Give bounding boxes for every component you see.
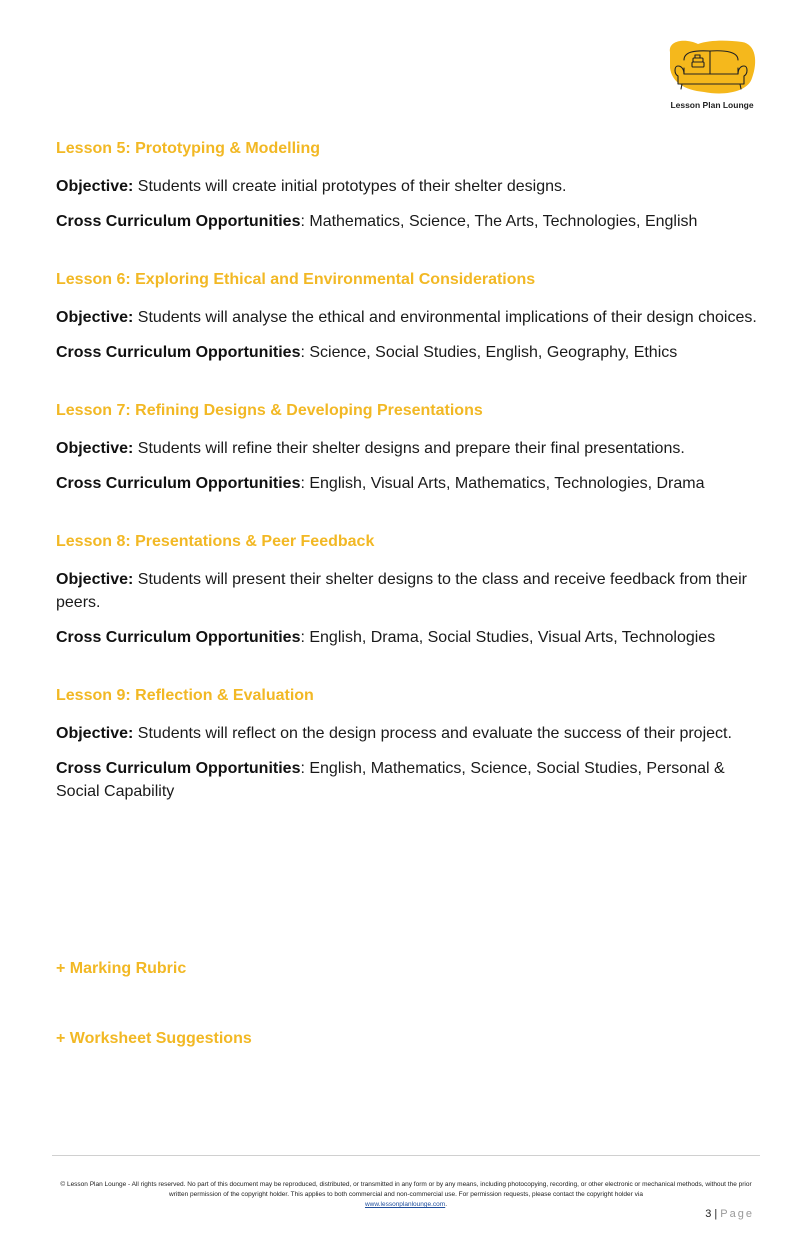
lesson-title: Lesson 7: Refining Designs & Developing Presentations [56, 402, 483, 419]
page-separator: | [711, 1208, 721, 1220]
cross-curriculum-text: English, Drama, Social Studies, Visual Arts, Technologies [309, 629, 716, 646]
lesson-objective [56, 437, 762, 460]
lesson-cross-curriculum [56, 472, 762, 495]
objective-label: Objective: [56, 725, 134, 742]
lesson-objective [56, 306, 762, 329]
lesson-objective [56, 722, 762, 745]
cross-curriculum-label: Cross Curriculum Opportunities [56, 629, 301, 646]
separator: : [300, 213, 310, 230]
lesson-cross-curriculum [56, 757, 762, 803]
lesson-cross-curriculum [56, 210, 762, 233]
link-suffix: . [445, 1201, 448, 1208]
objective-text: Students will analyse the ethical and environmental implications of their design choices. [133, 309, 757, 326]
lesson-objective [56, 568, 762, 614]
lesson-6 [56, 269, 762, 364]
objective-label: Objective: [56, 440, 134, 457]
objective-text: Students will present their shelter designs to the class and receive feedback from their peers. [56, 571, 748, 611]
objective-label: Objective: [56, 571, 134, 588]
lesson-cross-curriculum [56, 341, 762, 364]
worksheet-suggestions-toggle[interactable]: + Worksheet Suggestions [56, 1030, 252, 1047]
lesson-title: Lesson 6: Exploring Ethical and Environmental Considerations [56, 271, 536, 288]
website-link[interactable]: www.lessonplanlounge.com [364, 1201, 446, 1208]
cross-curriculum-text: Science, Social Studies, English, Geography, Ethics [309, 344, 678, 361]
cross-curriculum-label: Cross Curriculum Opportunities [56, 475, 301, 492]
cross-curriculum-label: Cross Curriculum Opportunities [56, 344, 301, 361]
lesson-9 [56, 685, 762, 803]
objective-label: Objective: [56, 309, 134, 326]
copyright-text: © Lesson Plan Lounge - All rights reserved. No part of this document may be reproduced, distributed, or transmitted in any form or by any means, including photocopying, recording, or other electronic or mechanical methods, without the prior written permission of the copyright holder. This applies to both commercial and non-commercial use. For permission requests, please contact the copyright holder via [60, 1181, 752, 1198]
lesson-8 [56, 531, 762, 649]
cross-curriculum-label: Cross Curriculum Opportunities [56, 213, 301, 230]
lesson-plan-lounge-logo [664, 38, 760, 114]
lesson-5 [56, 138, 762, 233]
footer-copyright [60, 1180, 752, 1210]
logo-text: Lesson Plan Lounge [670, 100, 754, 110]
footer-divider [52, 1155, 760, 1156]
page-number [705, 1208, 754, 1220]
sofa-icon [664, 38, 760, 100]
objective-label: Objective: [56, 178, 134, 195]
lesson-title: Lesson 9: Reflection & Evaluation [56, 687, 314, 704]
lesson-7 [56, 400, 762, 495]
separator: : [300, 760, 310, 777]
lesson-cross-curriculum [56, 626, 762, 649]
page-number-value: 3 [705, 1208, 712, 1220]
lesson-objective [56, 175, 762, 198]
page-label: Page [720, 1208, 754, 1220]
separator: : [300, 475, 310, 492]
objective-text: Students will create initial prototypes of their shelter designs. [133, 178, 567, 195]
cross-curriculum-text: English, Visual Arts, Mathematics, Technologies, Drama [309, 475, 705, 492]
separator: : [300, 344, 310, 361]
cross-curriculum-label: Cross Curriculum Opportunities [56, 760, 301, 777]
cross-curriculum-text: English, Mathematics, Science, Social Studies, Personal & Social Capability [56, 760, 725, 800]
cross-curriculum-text: Mathematics, Science, The Arts, Technologies, English [309, 213, 698, 230]
marking-rubric-toggle[interactable]: + Marking Rubric [56, 960, 187, 977]
separator: : [300, 629, 310, 646]
objective-text: Students will reflect on the design process and evaluate the success of their project. [133, 725, 732, 742]
lesson-list [56, 138, 762, 839]
objective-text: Students will refine their shelter designs and prepare their final presentations. [133, 440, 685, 457]
lesson-title: Lesson 8: Presentations & Peer Feedback [56, 533, 375, 550]
lesson-title: Lesson 5: Prototyping & Modelling [56, 140, 320, 157]
